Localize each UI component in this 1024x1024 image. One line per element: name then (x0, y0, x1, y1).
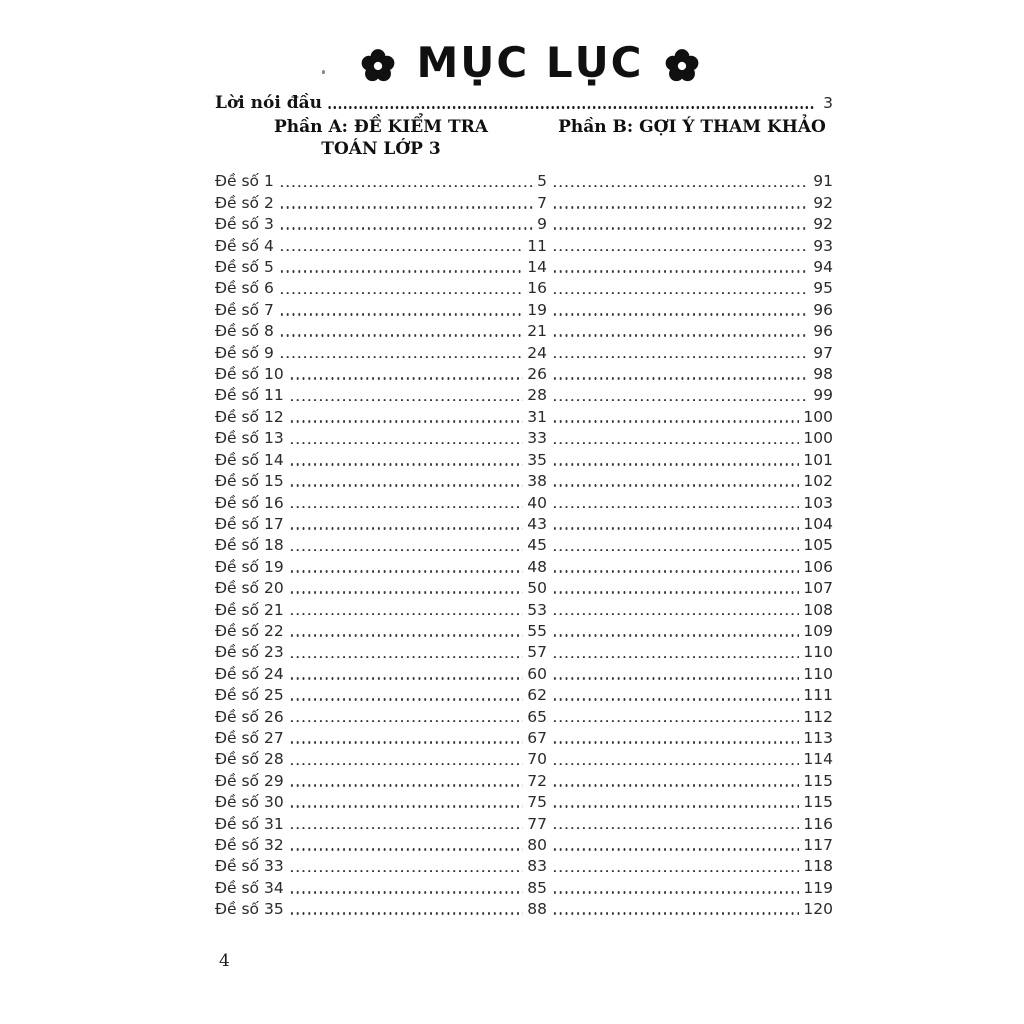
toc-cell-part-a (215, 278, 547, 298)
toc-cell-part-b (547, 493, 833, 513)
toc-row (215, 876, 833, 897)
dot-leader (552, 377, 809, 380)
toc-entry-label: Đề số 27 (215, 728, 284, 747)
toc-row (215, 705, 833, 726)
toc-row (215, 812, 833, 833)
toc-entry-page-b: 116 (803, 814, 833, 833)
dot-leader (552, 420, 799, 423)
dot-leader (552, 442, 799, 445)
toc-cell-part-a (215, 407, 547, 427)
dot-leader (552, 549, 799, 552)
dot-leader (289, 784, 524, 787)
toc-entry-page-b: 115 (803, 771, 833, 790)
toc-cell-part-b (547, 343, 833, 363)
toc-cell-part-a (215, 664, 547, 684)
toc-cell-part-a (215, 814, 547, 834)
flower-icon (360, 48, 396, 84)
toc-row (215, 834, 833, 855)
toc-entry-page-b: 96 (813, 322, 833, 341)
toc-row (215, 898, 833, 919)
toc-entry-page-a: 33 (527, 429, 547, 448)
toc-entry-label: Đề số 12 (215, 407, 284, 426)
toc-cell-part-b (547, 514, 833, 534)
toc-row (215, 170, 833, 191)
toc-row (215, 363, 833, 384)
toc-entry-label: Đề số 2 (215, 193, 274, 212)
toc-cell-part-b (547, 600, 833, 620)
toc-cell-part-a (215, 771, 547, 791)
toc-entry-page-b: 117 (803, 836, 833, 854)
dot-leader (289, 377, 524, 380)
toc-cell-part-b (547, 321, 833, 341)
toc-entry-page-a: 28 (527, 386, 547, 405)
toc-entry-page-a: 35 (527, 450, 547, 469)
dot-leader (289, 677, 524, 680)
toc-entry-page-a: 80 (527, 836, 547, 854)
toc-entry-page-b: 100 (803, 407, 833, 426)
toc-cell-part-a (215, 707, 547, 727)
toc-row (215, 341, 833, 362)
toc-entry-page-b: 111 (803, 686, 833, 705)
toc-row (215, 684, 833, 705)
toc-entry-page-b: 92 (813, 215, 833, 234)
toc-entry-page-a: 65 (527, 707, 547, 726)
dot-leader (289, 613, 524, 616)
preface-page-number: 3 (823, 94, 833, 112)
toc-cell-part-a (215, 236, 547, 256)
toc-entry-page-b: 110 (803, 664, 833, 683)
toc-cell-part-b (547, 878, 833, 898)
toc-entry-page-a: 77 (527, 814, 547, 833)
toc-entry-page-a: 5 (537, 172, 547, 191)
dot-leader (552, 805, 799, 808)
toc-entry-page-a: 62 (527, 686, 547, 705)
toc-entry-label: Đề số 14 (215, 450, 284, 469)
toc-cell-part-a (215, 899, 547, 919)
toc-entry-page-b: 94 (813, 258, 833, 277)
toc-cell-part-a (215, 792, 547, 812)
toc-entry-label: Đề số 35 (215, 900, 284, 919)
toc-cell-part-b (547, 450, 833, 470)
toc-entry-label: Đề số 26 (215, 707, 284, 726)
toc-entry-label: Đề số 32 (215, 836, 284, 854)
dot-leader (279, 185, 533, 188)
toc-entry-page-a: 19 (527, 300, 547, 319)
toc-row (215, 727, 833, 748)
dot-leader (552, 249, 809, 252)
toc-entry-page-b: 101 (803, 450, 833, 469)
toc-cell-part-a (215, 600, 547, 620)
toc-entry-page-a: 43 (527, 514, 547, 533)
toc-row (215, 598, 833, 619)
dot-leader (289, 870, 524, 873)
toc-cell-part-a (215, 493, 547, 513)
dot-leader (289, 399, 524, 402)
toc-row (215, 513, 833, 534)
toc-row (215, 534, 833, 555)
toc-entry-label: Đề số 9 (215, 343, 274, 362)
toc-entry-label: Đề số 30 (215, 793, 284, 812)
dot-leader (552, 827, 799, 830)
toc-cell-part-b (547, 792, 833, 812)
flower-icon (664, 48, 700, 84)
toc-row (215, 256, 833, 277)
dot-leader (279, 292, 523, 295)
dot-leader (552, 848, 799, 851)
dot-leader (552, 763, 799, 766)
toc-entry-label: Đề số 3 (215, 215, 274, 234)
dot-leader (279, 270, 523, 273)
toc-cell-part-a (215, 300, 547, 320)
toc-entry-label: Đề số 13 (215, 429, 284, 448)
toc-cell-part-b (547, 578, 833, 598)
toc-cell-part-a (215, 514, 547, 534)
dot-leader (289, 506, 524, 509)
toc-cell-part-b (547, 193, 833, 213)
toc-cell-part-b (547, 771, 833, 791)
toc-entry-label: Đề số 17 (215, 514, 284, 533)
toc-entry-page-a: 50 (527, 579, 547, 598)
page-title: MỤC LỤC (416, 38, 644, 87)
toc-row (215, 448, 833, 469)
toc-row (215, 427, 833, 448)
dot-leader (289, 891, 524, 894)
dot-leader (552, 570, 799, 573)
part-a-header-line1: Phần A: ĐỀ KIỂM TRA (274, 117, 488, 137)
toc-cell-part-a (215, 578, 547, 598)
dot-leader (552, 891, 799, 894)
toc-row (215, 320, 833, 341)
dot-leader (289, 741, 524, 744)
toc-row (215, 213, 833, 234)
toc-entry-page-a: 26 (527, 365, 547, 384)
toc-cell-part-b (547, 642, 833, 662)
toc-row (215, 491, 833, 512)
dot-leader (552, 720, 799, 723)
toc-entry-page-b: 107 (803, 579, 833, 598)
dot-leader (552, 227, 809, 230)
dot-leader (552, 185, 809, 188)
toc-cell-part-b (547, 364, 833, 384)
toc-entry-page-a: 85 (527, 878, 547, 897)
toc-entry-page-a: 40 (527, 493, 547, 512)
toc-row (215, 748, 833, 769)
dot-leader (552, 313, 809, 316)
part-b-header-line1: Phần B: GỢI Ý THAM KHẢO (558, 117, 826, 137)
page-title-row (215, 38, 845, 94)
toc-entry-page-b: 102 (803, 472, 833, 491)
part-b-header (547, 116, 837, 160)
toc-entry-label: Đề số 33 (215, 857, 284, 876)
toc-cell-part-a (215, 535, 547, 555)
toc-row (215, 855, 833, 876)
toc-cell-part-a (215, 471, 547, 491)
part-a-header-line2: TOÁN LỚP 3 (321, 139, 441, 159)
dot-leader (552, 270, 809, 273)
toc-row (215, 191, 833, 212)
toc-cell-part-a (215, 557, 547, 577)
toc-entry-label: Đề số 21 (215, 600, 284, 619)
toc-entry-page-b: 105 (803, 536, 833, 555)
footer-page-number: 4 (219, 951, 230, 971)
toc-cell-part-b (547, 428, 833, 448)
toc-entry-page-b: 118 (803, 857, 833, 876)
toc-entry-label: Đề số 24 (215, 664, 284, 683)
toc-entry-page-b: 96 (813, 300, 833, 319)
toc-cell-part-a (215, 450, 547, 470)
toc-row (215, 555, 833, 576)
toc-entry-page-a: 11 (527, 236, 547, 255)
toc-cell-part-b (547, 535, 833, 555)
toc-cell-part-a (215, 364, 547, 384)
toc-entry-page-b: 95 (813, 279, 833, 298)
toc-cell-part-b (547, 407, 833, 427)
toc-entry-page-b: 112 (803, 707, 833, 726)
toc-entry-label: Đề số 16 (215, 493, 284, 512)
toc-cell-part-b (547, 728, 833, 748)
toc-entry-page-a: 24 (527, 343, 547, 362)
dot-leader (289, 634, 524, 637)
dot-leader (289, 698, 524, 701)
toc-entry-page-b: 91 (813, 172, 833, 191)
toc-row (215, 277, 833, 298)
dot-leader (552, 912, 799, 915)
toc-cell-part-b (547, 899, 833, 919)
toc-entry-label: Đề số 6 (215, 279, 274, 298)
toc-cell-part-a (215, 428, 547, 448)
toc-cell-part-a (215, 621, 547, 641)
toc-cell-part-b (547, 385, 833, 405)
toc-entry-page-a: 31 (527, 407, 547, 426)
toc-entry-label: Đề số 10 (215, 365, 284, 384)
toc-row (215, 405, 833, 426)
dot-leader (552, 527, 799, 530)
toc-cell-part-a (215, 878, 547, 898)
toc-row (215, 769, 833, 790)
toc-entry-label: Đề số 20 (215, 579, 284, 598)
toc-entry-label: Đề số 4 (215, 236, 274, 255)
toc-entry-page-b: 93 (813, 236, 833, 255)
toc-entry-page-b: 97 (813, 343, 833, 362)
toc-entry-label: Đề số 1 (215, 172, 274, 191)
toc-row (215, 384, 833, 405)
toc-entry-page-b: 113 (803, 728, 833, 747)
dot-leader (289, 591, 524, 594)
toc-entry-page-b: 114 (803, 750, 833, 769)
toc-entry-label: Đề số 22 (215, 621, 284, 640)
dot-leader (327, 106, 816, 109)
toc-entry-page-b: 109 (803, 621, 833, 640)
toc-cell-part-a (215, 642, 547, 662)
toc-entry-page-b: 100 (803, 429, 833, 448)
toc-cell-part-b (547, 471, 833, 491)
toc-entry-label: Đề số 25 (215, 686, 284, 705)
dot-leader (279, 227, 533, 230)
dot-leader (552, 677, 799, 680)
toc-entries (215, 170, 833, 919)
toc-row (215, 470, 833, 491)
column-headers (215, 116, 837, 160)
toc-cell-part-b (547, 856, 833, 876)
toc-entry-page-a: 55 (527, 621, 547, 640)
dot-leader (289, 527, 524, 530)
dot-leader (289, 549, 524, 552)
toc-entry-label: Đề số 8 (215, 322, 274, 341)
dot-leader (552, 356, 809, 359)
toc-cell-part-a (215, 385, 547, 405)
toc-cell-part-a (215, 835, 547, 855)
toc-cell-part-a (215, 749, 547, 769)
dot-leader (289, 656, 524, 659)
toc-cell-part-a (215, 257, 547, 277)
toc-cell-part-b (547, 814, 833, 834)
toc-entry-page-b: 104 (803, 514, 833, 533)
toc-entry-page-b: 99 (813, 386, 833, 405)
dot-leader (552, 591, 799, 594)
toc-entry-label: Đề số 15 (215, 472, 284, 491)
toc-entry-label: Đề số 7 (215, 300, 274, 319)
part-a-header (215, 116, 547, 160)
toc-cell-part-a (215, 728, 547, 748)
toc-entry-label: Đề số 31 (215, 814, 284, 833)
toc-cell-part-b (547, 278, 833, 298)
dot-leader (552, 292, 809, 295)
dot-leader (289, 442, 524, 445)
toc-cell-part-a (215, 214, 547, 234)
dot-leader (289, 763, 524, 766)
dot-leader (552, 656, 799, 659)
toc-entry-page-b: 98 (813, 365, 833, 384)
toc-cell-part-b (547, 171, 833, 191)
toc-cell-part-b (547, 236, 833, 256)
toc-entry-label: Đề số 5 (215, 258, 274, 277)
dot-leader (279, 334, 523, 337)
preface-row (215, 91, 833, 113)
dot-leader (289, 805, 524, 808)
dot-leader (279, 249, 523, 252)
toc-row (215, 620, 833, 641)
toc-entry-page-a: 16 (527, 279, 547, 298)
toc-cell-part-b (547, 214, 833, 234)
dot-leader (279, 206, 533, 209)
toc-entry-page-a: 83 (527, 857, 547, 876)
toc-row (215, 791, 833, 812)
toc-cell-part-b (547, 300, 833, 320)
toc-row (215, 234, 833, 255)
dot-leader (552, 506, 799, 509)
toc-entry-page-a: 75 (527, 793, 547, 812)
toc-cell-part-b (547, 557, 833, 577)
dot-leader (552, 613, 799, 616)
toc-entry-page-a: 72 (527, 771, 547, 790)
toc-entry-label: Đề số 34 (215, 878, 284, 897)
toc-row (215, 641, 833, 662)
toc-entry-label: Đề số 19 (215, 557, 284, 576)
toc-entry-page-a: 38 (527, 472, 547, 491)
toc-entry-page-a: 67 (527, 728, 547, 747)
dot-leader (552, 634, 799, 637)
toc-entry-page-a: 48 (527, 557, 547, 576)
dot-leader (552, 698, 799, 701)
dot-leader (552, 334, 809, 337)
toc-entry-page-b: 108 (803, 600, 833, 619)
toc-cell-part-b (547, 707, 833, 727)
toc-entry-label: Đề số 23 (215, 643, 284, 662)
dot-leader (289, 463, 524, 466)
dot-leader (289, 720, 524, 723)
dot-leader (552, 399, 809, 402)
toc-cell-part-b (547, 835, 833, 855)
toc-entry-page-a: 21 (527, 322, 547, 341)
dot-leader (552, 463, 799, 466)
dot-leader (552, 484, 799, 487)
toc-entry-page-a: 9 (537, 215, 547, 234)
dot-leader (279, 356, 523, 359)
toc-entry-page-a: 88 (527, 900, 547, 919)
toc-entry-page-b: 120 (803, 900, 833, 919)
toc-entry-page-b: 103 (803, 493, 833, 512)
toc-entry-page-b: 92 (813, 193, 833, 212)
dot-leader (289, 420, 524, 423)
dot-leader (289, 912, 524, 915)
toc-cell-part-a (215, 343, 547, 363)
toc-entry-page-b: 115 (803, 793, 833, 812)
toc-entry-page-b: 119 (803, 878, 833, 897)
toc-entry-page-a: 45 (527, 536, 547, 555)
toc-cell-part-a (215, 321, 547, 341)
toc-cell-part-b (547, 685, 833, 705)
toc-entry-label: Đề số 28 (215, 750, 284, 769)
toc-row (215, 577, 833, 598)
toc-cell-part-b (547, 664, 833, 684)
dot-leader (289, 848, 524, 851)
toc-cell-part-b (547, 621, 833, 641)
toc-cell-part-a (215, 856, 547, 876)
toc-entry-page-a: 60 (527, 664, 547, 683)
dot-leader (289, 570, 524, 573)
toc-entry-page-b: 110 (803, 643, 833, 662)
toc-cell-part-a (215, 193, 547, 213)
dot-leader (552, 784, 799, 787)
toc-cell-part-a (215, 685, 547, 705)
toc-cell-part-b (547, 749, 833, 769)
toc-cell-part-a (215, 171, 547, 191)
toc-entry-label: Đề số 18 (215, 536, 284, 555)
toc-entry-page-a: 57 (527, 643, 547, 662)
dot-leader (552, 206, 809, 209)
toc-row (215, 298, 833, 319)
dot-leader (552, 741, 799, 744)
toc-entry-page-a: 14 (527, 258, 547, 277)
toc-cell-part-b (547, 257, 833, 277)
toc-entry-page-a: 7 (537, 193, 547, 212)
toc-entry-label: Đề số 11 (215, 386, 284, 405)
toc-entry-label: Đề số 29 (215, 771, 284, 790)
toc-row (215, 662, 833, 683)
scan-speck (322, 70, 325, 74)
preface-label: Lời nói đầu (215, 93, 323, 113)
dot-leader (552, 870, 799, 873)
dot-leader (279, 313, 523, 316)
toc-entry-page-a: 53 (527, 600, 547, 619)
toc-entry-page-a: 70 (527, 750, 547, 769)
toc-entry-page-b: 106 (803, 557, 833, 576)
dot-leader (289, 827, 524, 830)
dot-leader (289, 484, 524, 487)
